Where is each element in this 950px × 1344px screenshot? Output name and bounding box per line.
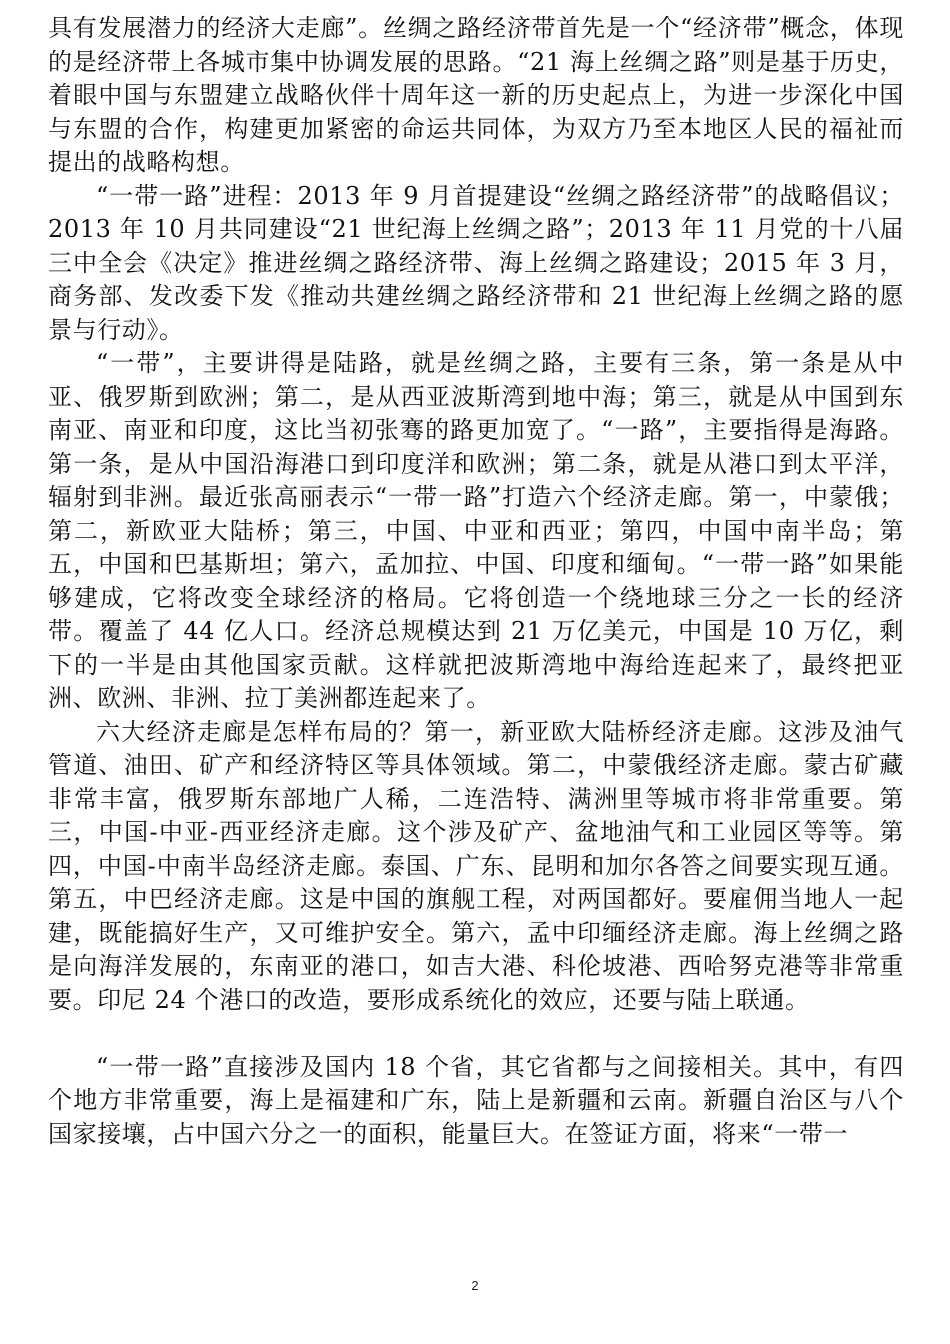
paragraph-gap bbox=[48, 1017, 904, 1051]
document-body bbox=[48, 12, 904, 1272]
paragraph-six-corridors: 六大经济走廊是怎样布局的？第一，新亚欧大陆桥经济走廊。这涉及油气管道、油田、矿产和经济特区等具体领域。第二，中蒙俄经济走廊。蒙古矿藏非常丰富，俄罗斯东部地广人稀，二连浩特、满洲里等城市将非常重要。第三，中国-中亚-西亚经济走廊。这个涉及矿产、盆地油气和工业园区等等。第四，中国-中南半岛经济走廊。泰国、广东、昆明和加尔各答之间要实现互通。第五，中巴经济走廊。这是中国的旗舰工程，对两国都好。要雇佣当地人一起建，既能搞好生产，又可维护安全。第六，孟中印缅经济走廊。海上丝绸之路是向海洋发展的，东南亚的港口，如吉大港、科伦坡港、西哈努克港等非常重要。印尼 24 个港口的改造，要形成系统化的效应，还要与陆上联通。 bbox=[48, 717, 904, 1014]
page-number: 2 bbox=[471, 1278, 479, 1293]
paragraph-domestic-provinces: “一带一路”直接涉及国内 18 个省，其它省都与之间接相关。其中，有四个地方非常重要，海上是福建和广东，陆上是新疆和云南。新疆自治区与八个国家接壤，占中国六分之一的面积，能量巨大。在签证方面，将来“一带一 bbox=[48, 1052, 904, 1148]
paragraph-continuation: 具有发展潜力的经济大走廊”。丝绸之路经济带首先是一个“经济带”概念，体现的是经济带上各城市集中协调发展的思路。“21 海上丝绸之路”则是基于历史，着眼中国与东盟建立战略伙伴十周年这一新的历史起点上，为进一步深化中国与东盟的合作，构建更加紧密的命运共同体，为双方乃至本地区人民的福祉而提出的战略构想。 bbox=[48, 14, 904, 176]
paragraph-belt-and-road-routes: “一带”，主要讲得是陆路，就是丝绸之路，主要有三条，第一条是从中亚、俄罗斯到欧洲；第二，是从西亚波斯湾到地中海；第三，就是从中国到东南亚、南亚和印度，这比当初张骞的路更加宽了。“一路”，主要指得是海路。第一条，是从中国沿海港口到印度洋和欧洲；第二条，就是从港口到太平洋，辐射到非洲。最近张高丽表示“一带一路”打造六个经济走廊。第一，中蒙俄；第二，新欧亚大陆桥；第三，中国、中亚和西亚；第四，中国中南半岛；第五，中国和巴基斯坦；第六，孟加拉、中国、印度和缅甸。“一带一路”如果能够建成，它将改变全球经济的格局。它将创造一个绕地球三分之一长的经济带。覆盖了 44 亿人口。经济总规模达到 21 万亿美元，中国是 10 万亿，剩下的一半是由其他国家贡献。这样就把波斯湾地中海给连起来了，最终把亚洲、欧洲、非洲、拉丁美洲都连起来了。 bbox=[48, 349, 904, 712]
paragraph-belt-road-timeline: “一带一路”进程：2013 年 9 月首提建设“丝绸之路经济带”的战略倡议；2013 年 10 月共同建设“21 世纪海上丝绸之路”；2013 年 11 月党的十八届三中全会《决定》推进丝绸之路经济带、海上丝绸之路建设；2015 年 3 月，商务部、发改委下发《推动共建丝绸之路经济带和 21 世纪海上丝绸之路的愿景与行动》。 bbox=[48, 181, 904, 344]
